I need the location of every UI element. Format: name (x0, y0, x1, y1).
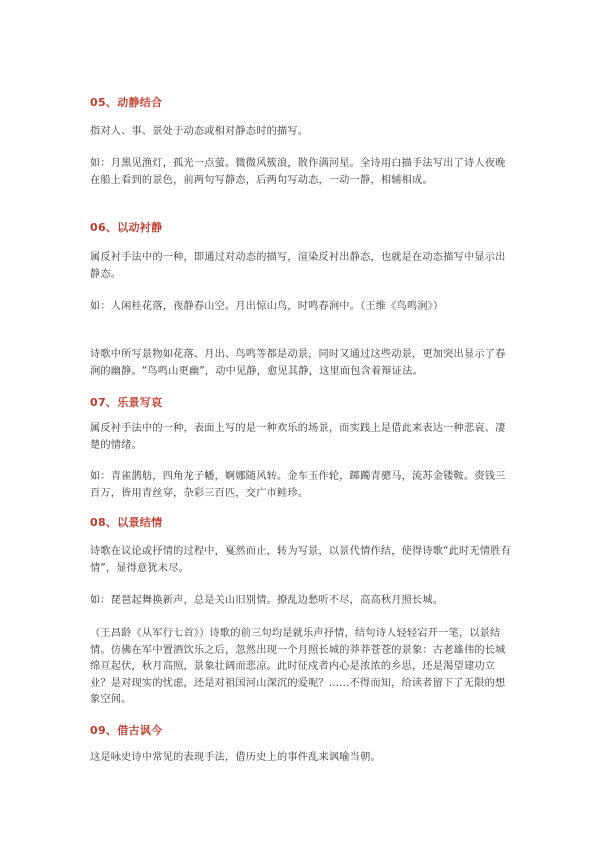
section-05-paragraph-1: 指对人、事、景处于动态或相对静态时的描写。 (90, 126, 309, 137)
section-09-paragraph-1: 这是咏史诗中常见的表现手法，借历史上的事件乱来讽喻当朝。 (90, 752, 381, 763)
section-07-paragraph-2: 如：青雀鹊舫，四角龙子幡，婀娜随风转。金车玉作轮，踯躅青骢马，流苏金镂鞍。赍钱三百万，皆用青丝穿，杂彩三百匹，交广市鲑珍。 (90, 471, 506, 499)
section-08-paragraph-1: 诗歌在议论或抒情的过程中，戛然而止，转为写景，以景代情作结，使得诗歌“此时无情胜有情”，显得意犹未尽。 (90, 546, 511, 574)
section-09-heading: 09、借古讽今 (90, 724, 163, 737)
section-07-paragraph-1: 属反衬手法中的一种，表面上写的是一种欢乐的场景，而实践上是借此来表达一种悲哀、凄楚的情绪。 (90, 423, 506, 451)
section-08-heading: 08、以景结情 (90, 516, 163, 529)
section-07-heading: 07、乐景写哀 (90, 396, 163, 409)
section-06-paragraph-1: 属反衬手法中的一种，即通过对动态的描写，渲染反衬出静态，也就是在动态描写中显示出静态。 (90, 252, 506, 280)
section-08-paragraph-3: （王昌龄《从军行七首》）诗歌的前三句均是就乐声抒情，结句诗人轻轻宕开一笔，以景结情。仿佛在军中置酒饮乐之后，忽然出现一个月照长城的莽莽苍苍的景象：古老雄伟的长城绵亘起伏，秋月高照，景象壮阔而悲凉。此时征戍者内心是浓浓的乡思，还是渴望建功立业？是对现实的忧虑，还是对祖国河山深沉的爱呢？......不得而知，给读者留下了无限的想象空间。 (90, 628, 506, 705)
section-06-paragraph-3: 诗歌中所写景物如花落、月出、鸟鸣等都是动景，同时又通过这些动景，更加突出显示了春涧的幽静。“鸟鸣山更幽”，动中见静，愈见其静，这里面包含着辩证法。 (90, 349, 506, 377)
section-06-heading: 06、以动衬静 (90, 221, 163, 234)
section-06-paragraph-2: 如：人闲桂花落，夜静春山空。月出惊山鸟，时鸣春涧中。（王维《鸟鸣涧》） (90, 301, 444, 312)
section-05-paragraph-2: 如：月黑见渔灯，孤光一点萤。微微风簇浪，散作满河星。全诗用白描手法写出了诗人夜晚在船上看到的景色，前两句写静态，后两句写动态，一动一静，相辅相成。 (90, 158, 506, 186)
section-08-paragraph-2: 如：琵琶起舞换新声，总是关山旧别情。撩乱边愁听不尽，高高秋月照长城。 (90, 595, 444, 606)
section-05-heading: 05、动静结合 (90, 96, 163, 109)
